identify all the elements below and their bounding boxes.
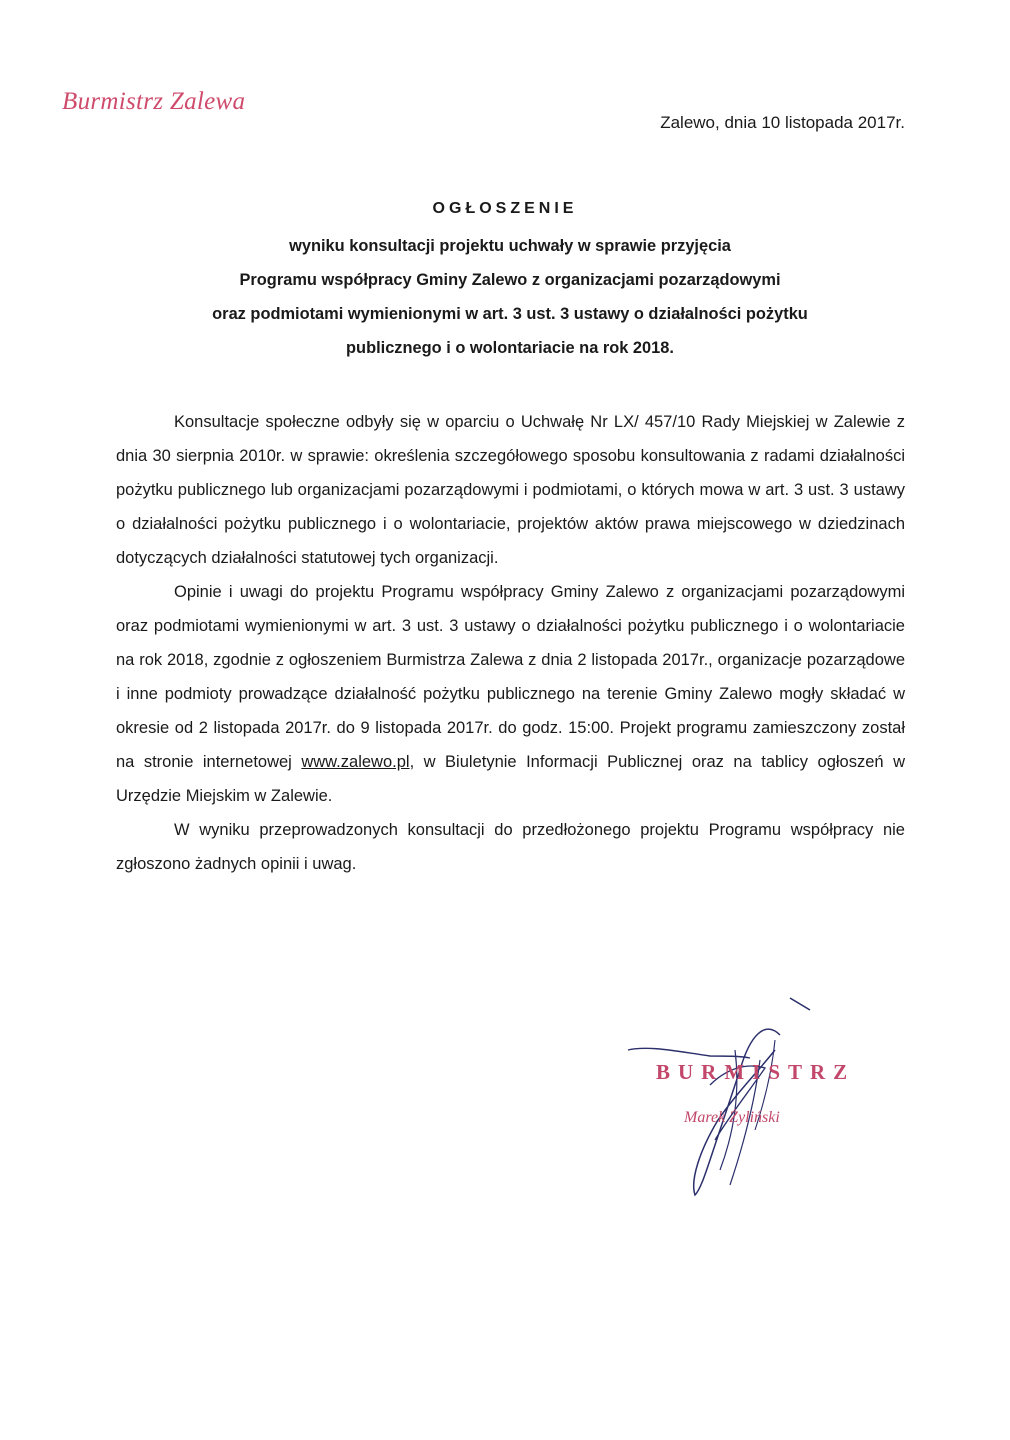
stamp-title: BURMISTRZ (656, 1060, 856, 1084)
paragraph-consultation-basis: Konsultacje społeczne odbyły się w oparciu o Uchwałę Nr LX/ 457/10 Rady Miejskiej w Zalewie z dnia 30 sierpnia 2010r. w sprawie: określenia szczegółowego sposobu konsultowania z radami działalności pożytku publicznego lub organizacjami pozarządowymi i podmiotami, o których mowa w art. 3 ust. 3 ustawy o działalności pożytku publicznego i o wolontariacie, projektów aktów prawa miejscowego w dziedzinach dotyczących działalności statutowej tych organizacji. (116, 413, 905, 567)
paragraph-result: W wyniku przeprowadzonych konsultacji do przedłożonego projektu Programu współpracy nie zgłoszono żadnych opinii i uwag. (116, 821, 905, 873)
paragraph-text: , w Biuletynie Informacji Publicznej oraz na tablicy ogłoszeń w Urzędzie Miejskim w Zalewie. (116, 753, 905, 805)
stamp-name: Marek Żyliński (684, 1109, 780, 1126)
date-line: Zalewo, dnia 10 listopada 2017r. (660, 113, 905, 132)
announcement-title: OGŁOSZENIE (432, 200, 578, 217)
signature-block (560, 990, 880, 1220)
letterhead-title: Burmistrz Zalewa (62, 88, 246, 115)
paragraph-submission-period (116, 575, 905, 813)
subtitle-line: publicznego i o wolontariacie na rok 2018. (346, 339, 674, 357)
announcement-subtitle (100, 229, 920, 365)
website-link[interactable]: www.zalewo.pl (301, 753, 410, 771)
paragraph-text: Opinie i uwagi do projektu Programu współpracy Gminy Zalewo z organizacjami pozarządowymi oraz podmiotami wymienionymi w art. 3 ust. 3 ustawy o działalności pożytku publicznego i o wolontariacie na rok 2018, zgodnie z ogłoszeniem Burmistrza Zalewa z dnia 2 listopada 2017r., organizacje pozarządowe i inne podmioty prowadzące działalność pożytku publicznego na terenie Gminy Zalewo mogły składać w okresie od 2 listopada 2017r. do 9 listopada 2017r. do godz. 15:00. Projekt programu zamieszczony został na stronie internetowej (116, 583, 905, 771)
announcement-body (116, 405, 905, 881)
subtitle-line: wyniku konsultacji projektu uchwały w sprawie przyjęcia (289, 237, 731, 255)
handwritten-signature (560, 990, 880, 1220)
subtitle-line: oraz podmiotami wymienionymi w art. 3 ust. 3 ustawy o działalności pożytku (212, 305, 808, 323)
subtitle-line: Programu współpracy Gminy Zalewo z organizacjami pozarządowymi (239, 271, 781, 289)
